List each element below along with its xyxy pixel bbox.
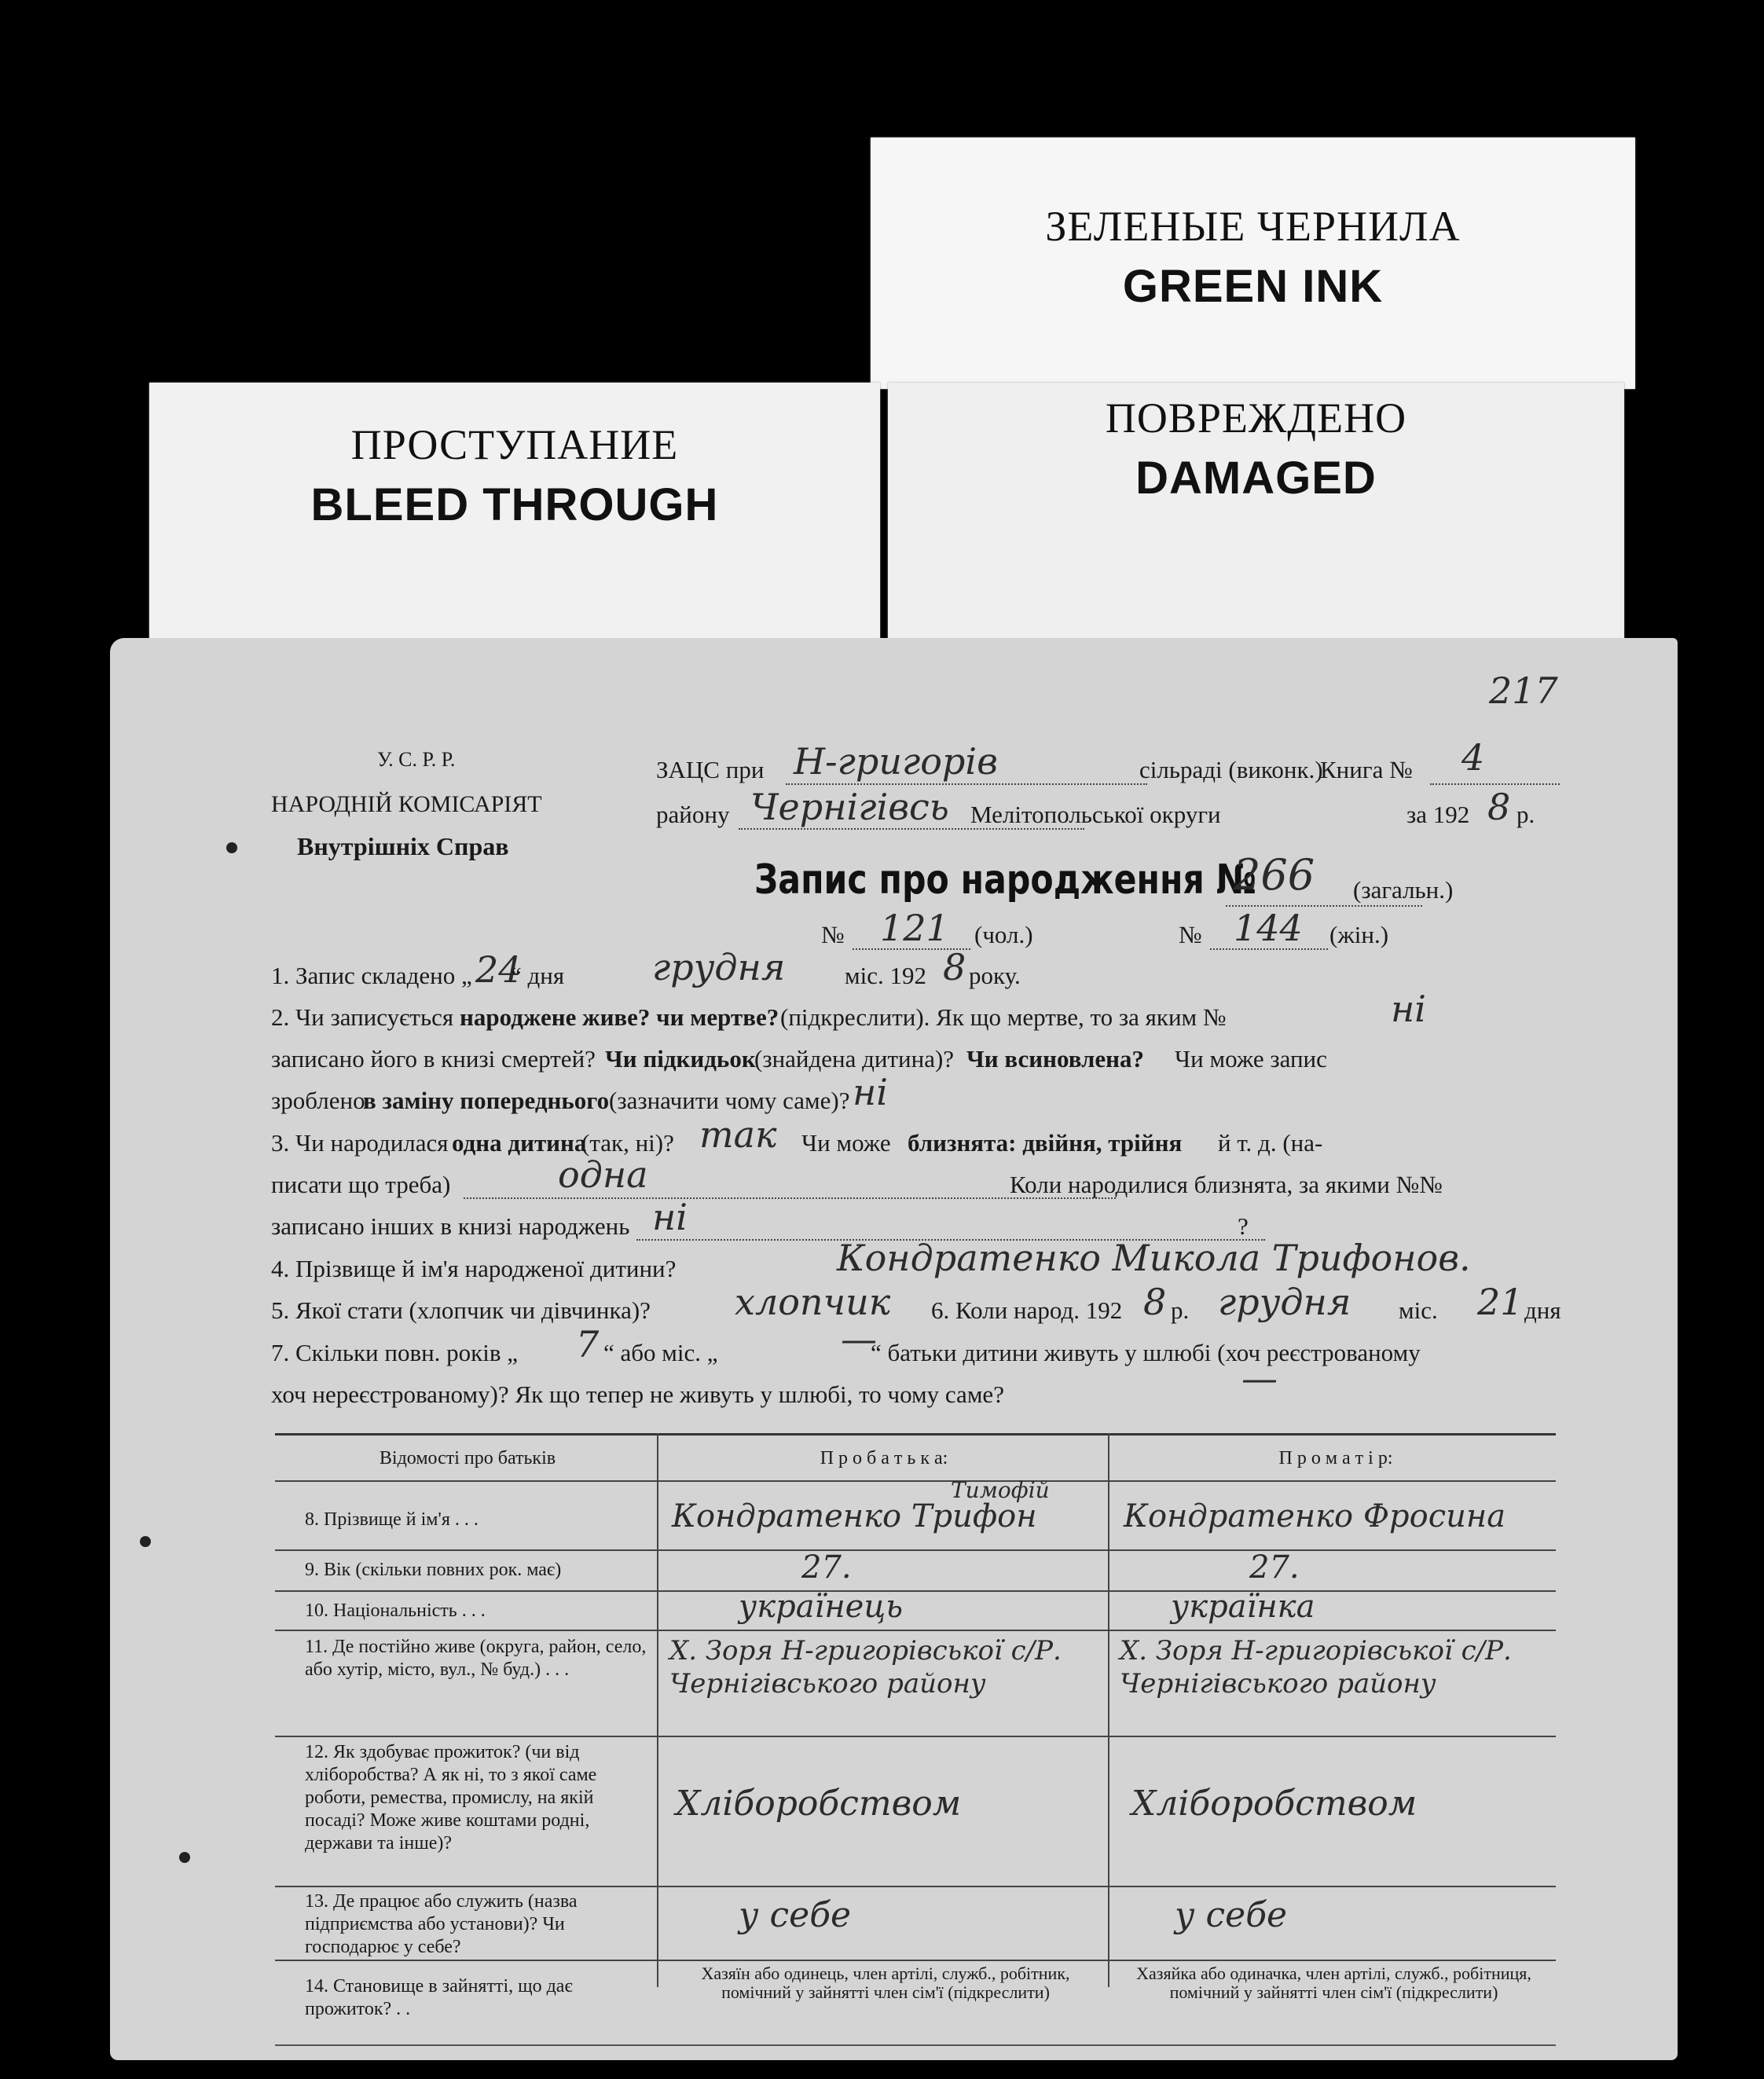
q3-answer-1: так — [699, 1113, 777, 1156]
table-row-line — [275, 1590, 1556, 1592]
q3-line1-f: й т. д. (на- — [1218, 1129, 1323, 1157]
q2-label-b: народжене живе? чи мертве? — [460, 1003, 779, 1031]
year-value: 8 — [1487, 786, 1511, 828]
q1-day: 24 — [475, 948, 522, 991]
punch-hole — [226, 842, 237, 853]
q7-line1-b: “ або міс. „ — [603, 1339, 718, 1366]
damaged-en: DAMAGED — [1135, 453, 1377, 504]
q1-label-d: року. — [969, 962, 1021, 989]
punch-hole — [140, 1536, 151, 1547]
female-no-label: № — [1179, 921, 1202, 948]
q3-line1-d: Чи може — [801, 1129, 891, 1157]
dotted-line — [1430, 783, 1560, 785]
row14-father: Хазяїн або одинець, член артілі, служб., робітник, помічний у зайнятті член сім'ї (підкреслити) — [701, 1964, 1070, 2002]
row8-label: 8. Прізвище й ім'я . . . — [305, 1509, 479, 1530]
q5-label: 5. Якої стати (хлопчик чи дівчинка)? — [271, 1296, 651, 1324]
green-ink-ru: ЗЕЛЕНЫЕ ЧЕРНИЛА — [1045, 203, 1461, 250]
q6-label: 6. Коли народ. 192 — [931, 1296, 1123, 1324]
commissariat-label: НАРОДНІЙ КОМІСАРІЯТ — [271, 791, 542, 817]
male-no-label: № — [821, 921, 845, 948]
row12-label: 12. Як здобуває прожиток? (чи від хліборобства? А як ні, то з якої саме роботи, ремества, промислу, на якій посаді? Може живе коштами родні, держави та інше)? — [305, 1742, 597, 1854]
q6-month: грудня — [1218, 1281, 1351, 1323]
district-label: району — [656, 801, 730, 828]
row9-mother: 27. — [1249, 1549, 1300, 1586]
q6-mis: міс. — [1399, 1296, 1438, 1324]
q2-line2-a: записано його в книзі смертей? — [271, 1045, 596, 1072]
table-head-father: П р о б а т ь к а: — [820, 1448, 948, 1468]
zags-prefix: ЗАЦС при — [656, 756, 765, 783]
bleed-through-ru: ПРОСТУПАНИЕ — [350, 421, 679, 468]
q3-line2-b: Коли народилися близнята, за якими №№ — [1010, 1171, 1443, 1198]
total-number: 266 — [1234, 850, 1315, 900]
q1-label-c: міс. 192 — [845, 962, 926, 989]
row11-mother: Х. Зоря Н-григорівської с/Р. Чернігівського району — [1120, 1635, 1512, 1700]
q2-line2-d: Чи всиновлена? — [966, 1045, 1145, 1072]
table-head-mother: П р о м а т і р: — [1278, 1448, 1393, 1468]
q3-line3-a: записано інших в книзі народжень — [271, 1212, 630, 1240]
row8-mother: Кондратенко Фросина — [1124, 1498, 1506, 1534]
punch-hole — [179, 1852, 190, 1863]
female-label: (жін.) — [1329, 921, 1389, 948]
table-row-line — [275, 1736, 1556, 1737]
table-bottom-rule — [275, 2044, 1556, 2046]
corner-number: 217 — [1489, 669, 1558, 712]
table-row-line — [275, 1886, 1556, 1887]
bleed-through-en: BLEED THROUGH — [310, 479, 719, 530]
row14-label: 14. Становище в зайнятті, що дає прожиток? . . — [305, 1976, 573, 2019]
table-top-rule — [275, 1433, 1556, 1436]
q3-line1-a: 3. Чи народилася — [271, 1129, 449, 1157]
total-label: (загальн.) — [1353, 876, 1454, 904]
row9-father: 27. — [801, 1549, 852, 1586]
zags-value: Н-григорів — [794, 740, 998, 783]
table-divider — [657, 1433, 658, 1987]
q3-answer-3: ні — [652, 1196, 688, 1238]
district-value: Чернігівсь — [750, 786, 949, 828]
male-label: (чол.) — [974, 921, 1033, 948]
q2-line2-c: (знайдена дитина)? — [754, 1045, 955, 1072]
damaged-ru: ПОВРЕЖДЕНО — [1105, 394, 1407, 442]
row10-mother: українка — [1171, 1589, 1315, 1625]
row14-mother: Хазяйка або одиначка, член артілі, служб., робітниця, помічний у зайнятті член сім'ї (підкреслити) — [1136, 1964, 1531, 2002]
q2-line3-a: зроблено — [271, 1087, 365, 1114]
q2-label-a: 2. Чи записується — [271, 1003, 454, 1031]
q3-answer-2: одна — [558, 1153, 648, 1196]
q7-answer: — — [1241, 1357, 1278, 1399]
record-title: Запис про народження № — [754, 856, 1256, 904]
q1-month: грудня — [652, 946, 786, 988]
q6-year: 8 — [1143, 1281, 1167, 1323]
row12-father: Хліборобством — [676, 1784, 962, 1824]
department-label: Внутрішніх Справ — [297, 832, 509, 860]
zags-suffix: сільраді (виконк.) — [1139, 756, 1323, 783]
row13-mother: у себе — [1175, 1895, 1288, 1935]
q1-year: 8 — [943, 946, 966, 988]
table-divider — [1108, 1433, 1109, 1987]
q7-years: 7 — [576, 1323, 600, 1366]
row10-label: 10. Національність . . . — [305, 1600, 486, 1621]
q2-answer-2: ні — [853, 1071, 889, 1113]
q6-r: р. — [1171, 1296, 1190, 1324]
female-number: 144 — [1234, 907, 1303, 949]
q1-label: 1. Запис складено „ — [271, 962, 472, 989]
row13-father: у себе — [739, 1895, 852, 1935]
q3-line3-b: ? — [1238, 1212, 1249, 1240]
book-value: 4 — [1461, 736, 1485, 779]
q7-line2: хоч нереєстрованому)? Як що тепер не живуть у шлюбі, то чому саме? — [271, 1380, 1004, 1408]
table-head-col1: Відомості про батьків — [379, 1448, 556, 1468]
q7-months: — — [841, 1318, 877, 1360]
q6-dnia: дня — [1524, 1296, 1561, 1324]
row11-father: Х. Зоря Н-григорівської с/Р. Чернігівського району — [669, 1635, 1062, 1700]
q4-label: 4. Прізвище й ім'я народженої дитини? — [271, 1255, 677, 1282]
bleed-through-card — [149, 383, 880, 650]
q2-line2-b: Чи підкидьок — [605, 1045, 756, 1072]
row13-label: 13. Де працює або служить (назва підприємства або установи)? Чи господарює у себе? — [305, 1891, 578, 1957]
year-label: за 192 — [1406, 801, 1470, 828]
q3-line1-b: одна дитина — [452, 1129, 587, 1157]
q3-line1-c: (так, ні)? — [581, 1129, 674, 1157]
row9-label: 9. Вік (скільки повних рок. має) — [305, 1560, 562, 1580]
year-suffix: р. — [1516, 801, 1535, 828]
row10-father: українець — [739, 1589, 904, 1625]
q4-answer: Кондратенко Микола Трифонов. — [837, 1237, 1471, 1279]
damaged-card — [888, 383, 1624, 650]
row8-father-extra: Тимофій — [951, 1477, 1050, 1503]
q2-answer-1: ні — [1391, 988, 1427, 1030]
green-ink-en: GREEN INK — [1122, 261, 1384, 312]
q3-line2-a: писати що треба) — [271, 1171, 451, 1198]
q5-answer: хлопчик — [735, 1281, 891, 1323]
q2-label-c: (підкреслити). Як що мертве, то за яким № — [780, 1003, 1227, 1031]
q7-line1-a: 7. Скільки повн. років „ — [271, 1339, 518, 1366]
male-number: 121 — [880, 907, 949, 949]
dotted-line — [786, 783, 1147, 785]
q6-day: 21 — [1477, 1281, 1524, 1323]
q3-line1-e: близнята: двійня, трійня — [908, 1129, 1183, 1157]
q7-line1-c: “ батьки дитини живуть у шлюбі (хоч реєстрованому — [871, 1339, 1421, 1366]
row12-mother: Хліборобством — [1131, 1784, 1417, 1824]
row8-father: Кондратенко Трифон — [672, 1498, 1037, 1534]
ussr-label: У. С. Р. Р. — [377, 748, 456, 771]
green-ink-card — [871, 138, 1635, 389]
table-row-line — [275, 1549, 1556, 1551]
table-row-line — [275, 1480, 1556, 1482]
book-label: Книга № — [1320, 756, 1413, 783]
birth-record-document — [110, 638, 1678, 2060]
okrug-label: Мелітопольської округи — [970, 801, 1221, 828]
table-row-line — [275, 1630, 1556, 1631]
q2-line3-c: (зазначити чому саме)? — [609, 1087, 850, 1114]
row11-label: 11. Де постійно живе (округа, район, село, або хутір, місто, вул., № буд.) . . . — [305, 1637, 647, 1680]
q2-line3-b: в заміну попереднього — [363, 1087, 610, 1114]
q2-line2-e: Чи може запис — [1175, 1045, 1327, 1072]
table-row-line — [275, 1960, 1556, 1961]
q1-label-b: “ дня — [511, 962, 565, 989]
